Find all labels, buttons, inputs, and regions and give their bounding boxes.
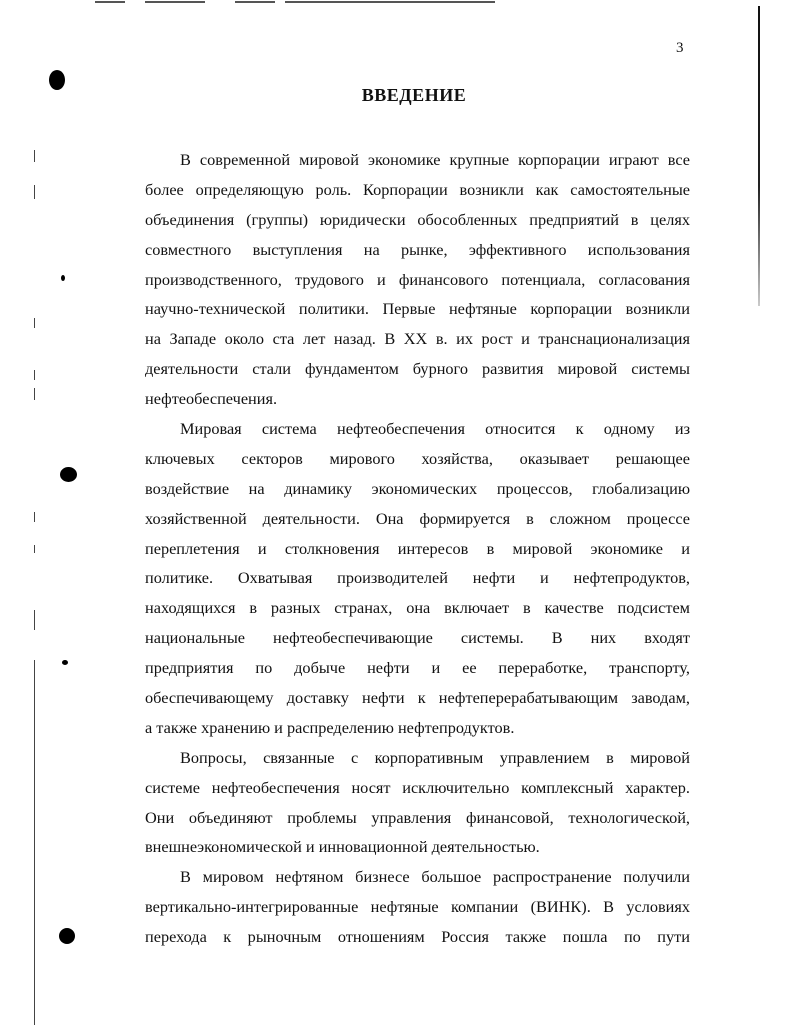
scan-edge-line	[95, 1, 125, 3]
text-line: а также хранению и распределению нефтепродуктов.	[145, 717, 515, 737]
scan-edge-line	[34, 610, 35, 630]
scan-edge-line	[34, 388, 35, 400]
scan-edge-line	[34, 150, 35, 162]
text-line: В современной мировой экономике крупные корпорации играют все	[180, 150, 690, 169]
scan-edge-line	[285, 1, 495, 3]
scan-edge-line	[758, 6, 760, 306]
text-line: научно-технической политики. Первые нефтяные корпорации возникли	[145, 299, 690, 319]
text-line: нефтеобеспечения.	[145, 389, 278, 409]
text-line: Вопросы, связанные с корпоративным управлением в мировой	[180, 747, 690, 767]
text-line: Мировая система нефтеобеспечения относится к одному из	[180, 419, 690, 439]
text-line: находящихся в разных странах, она включает в качестве подсистем	[145, 598, 690, 618]
text-line: воздействие на динамику экономических процессов, глобализацию	[145, 478, 690, 498]
text-line: на Западе около ста лет назад. В XX в. их рост и транснационализация	[145, 329, 690, 349]
text-line: производственного, трудового и финансового потенциала, согласования	[145, 269, 690, 289]
text-line: перехода к рыночным отношениям Россия также пошла по пути	[145, 927, 690, 947]
text-line: переплетения и столкновения интересов в мировой экономике и	[145, 538, 690, 558]
text-line: системе нефтеобеспечения носят исключительно комплексный характер.	[145, 777, 690, 797]
scan-edge-line	[34, 545, 35, 553]
text-line: предприятия по добыче нефти и ее переработке, транспорту,	[145, 658, 690, 678]
punch-hole-mark	[59, 928, 75, 944]
text-line: деятельности стали фундаментом бурного развития мировой системы	[145, 359, 690, 379]
text-line: Они объединяют проблемы управления финансовой, технологической,	[145, 807, 690, 827]
scan-edge-line	[145, 1, 205, 3]
text-line: совместного выступления на рынке, эффективного использования	[145, 239, 690, 259]
text-line: вертикально-интегрированные нефтяные компании (ВИНК). В условиях	[145, 897, 690, 917]
punch-hole-mark	[62, 660, 68, 665]
text-line: национальные нефтеобеспечивающие системы. В них входят	[145, 628, 690, 648]
scan-edge-line	[34, 660, 35, 1025]
page-number: 3	[676, 40, 684, 56]
scan-edge-line	[34, 185, 35, 199]
scan-edge-line	[34, 370, 35, 380]
punch-hole-mark	[61, 275, 65, 281]
body-text	[145, 145, 690, 952]
punch-hole-mark	[60, 467, 77, 482]
text-line: ключевых секторов мирового хозяйства, оказывает решающее	[145, 448, 690, 468]
text-line: политике. Охватывая производителей нефти и нефтепродуктов,	[145, 568, 690, 588]
scan-edge-line	[34, 512, 35, 522]
page-title: ВВЕДЕНИЕ	[361, 85, 467, 105]
text-line: обеспечивающему доставку нефти к нефтеперерабатывающим заводам,	[145, 688, 690, 708]
text-line: В мировом нефтяном бизнесе большое распространение получили	[180, 867, 690, 887]
text-line: более определяющую роль. Корпорации возникли как самостоятельные	[145, 179, 690, 199]
text-line: хозяйственной деятельности. Она формируется в сложном процессе	[145, 508, 690, 528]
text-line: внешнеэкономической и инновационной деятельностью.	[145, 837, 540, 857]
text-line: объединения (группы) юридически обособленных предприятий в целях	[145, 209, 690, 229]
scan-edge-line	[235, 1, 275, 3]
scan-edge-line	[34, 318, 35, 328]
